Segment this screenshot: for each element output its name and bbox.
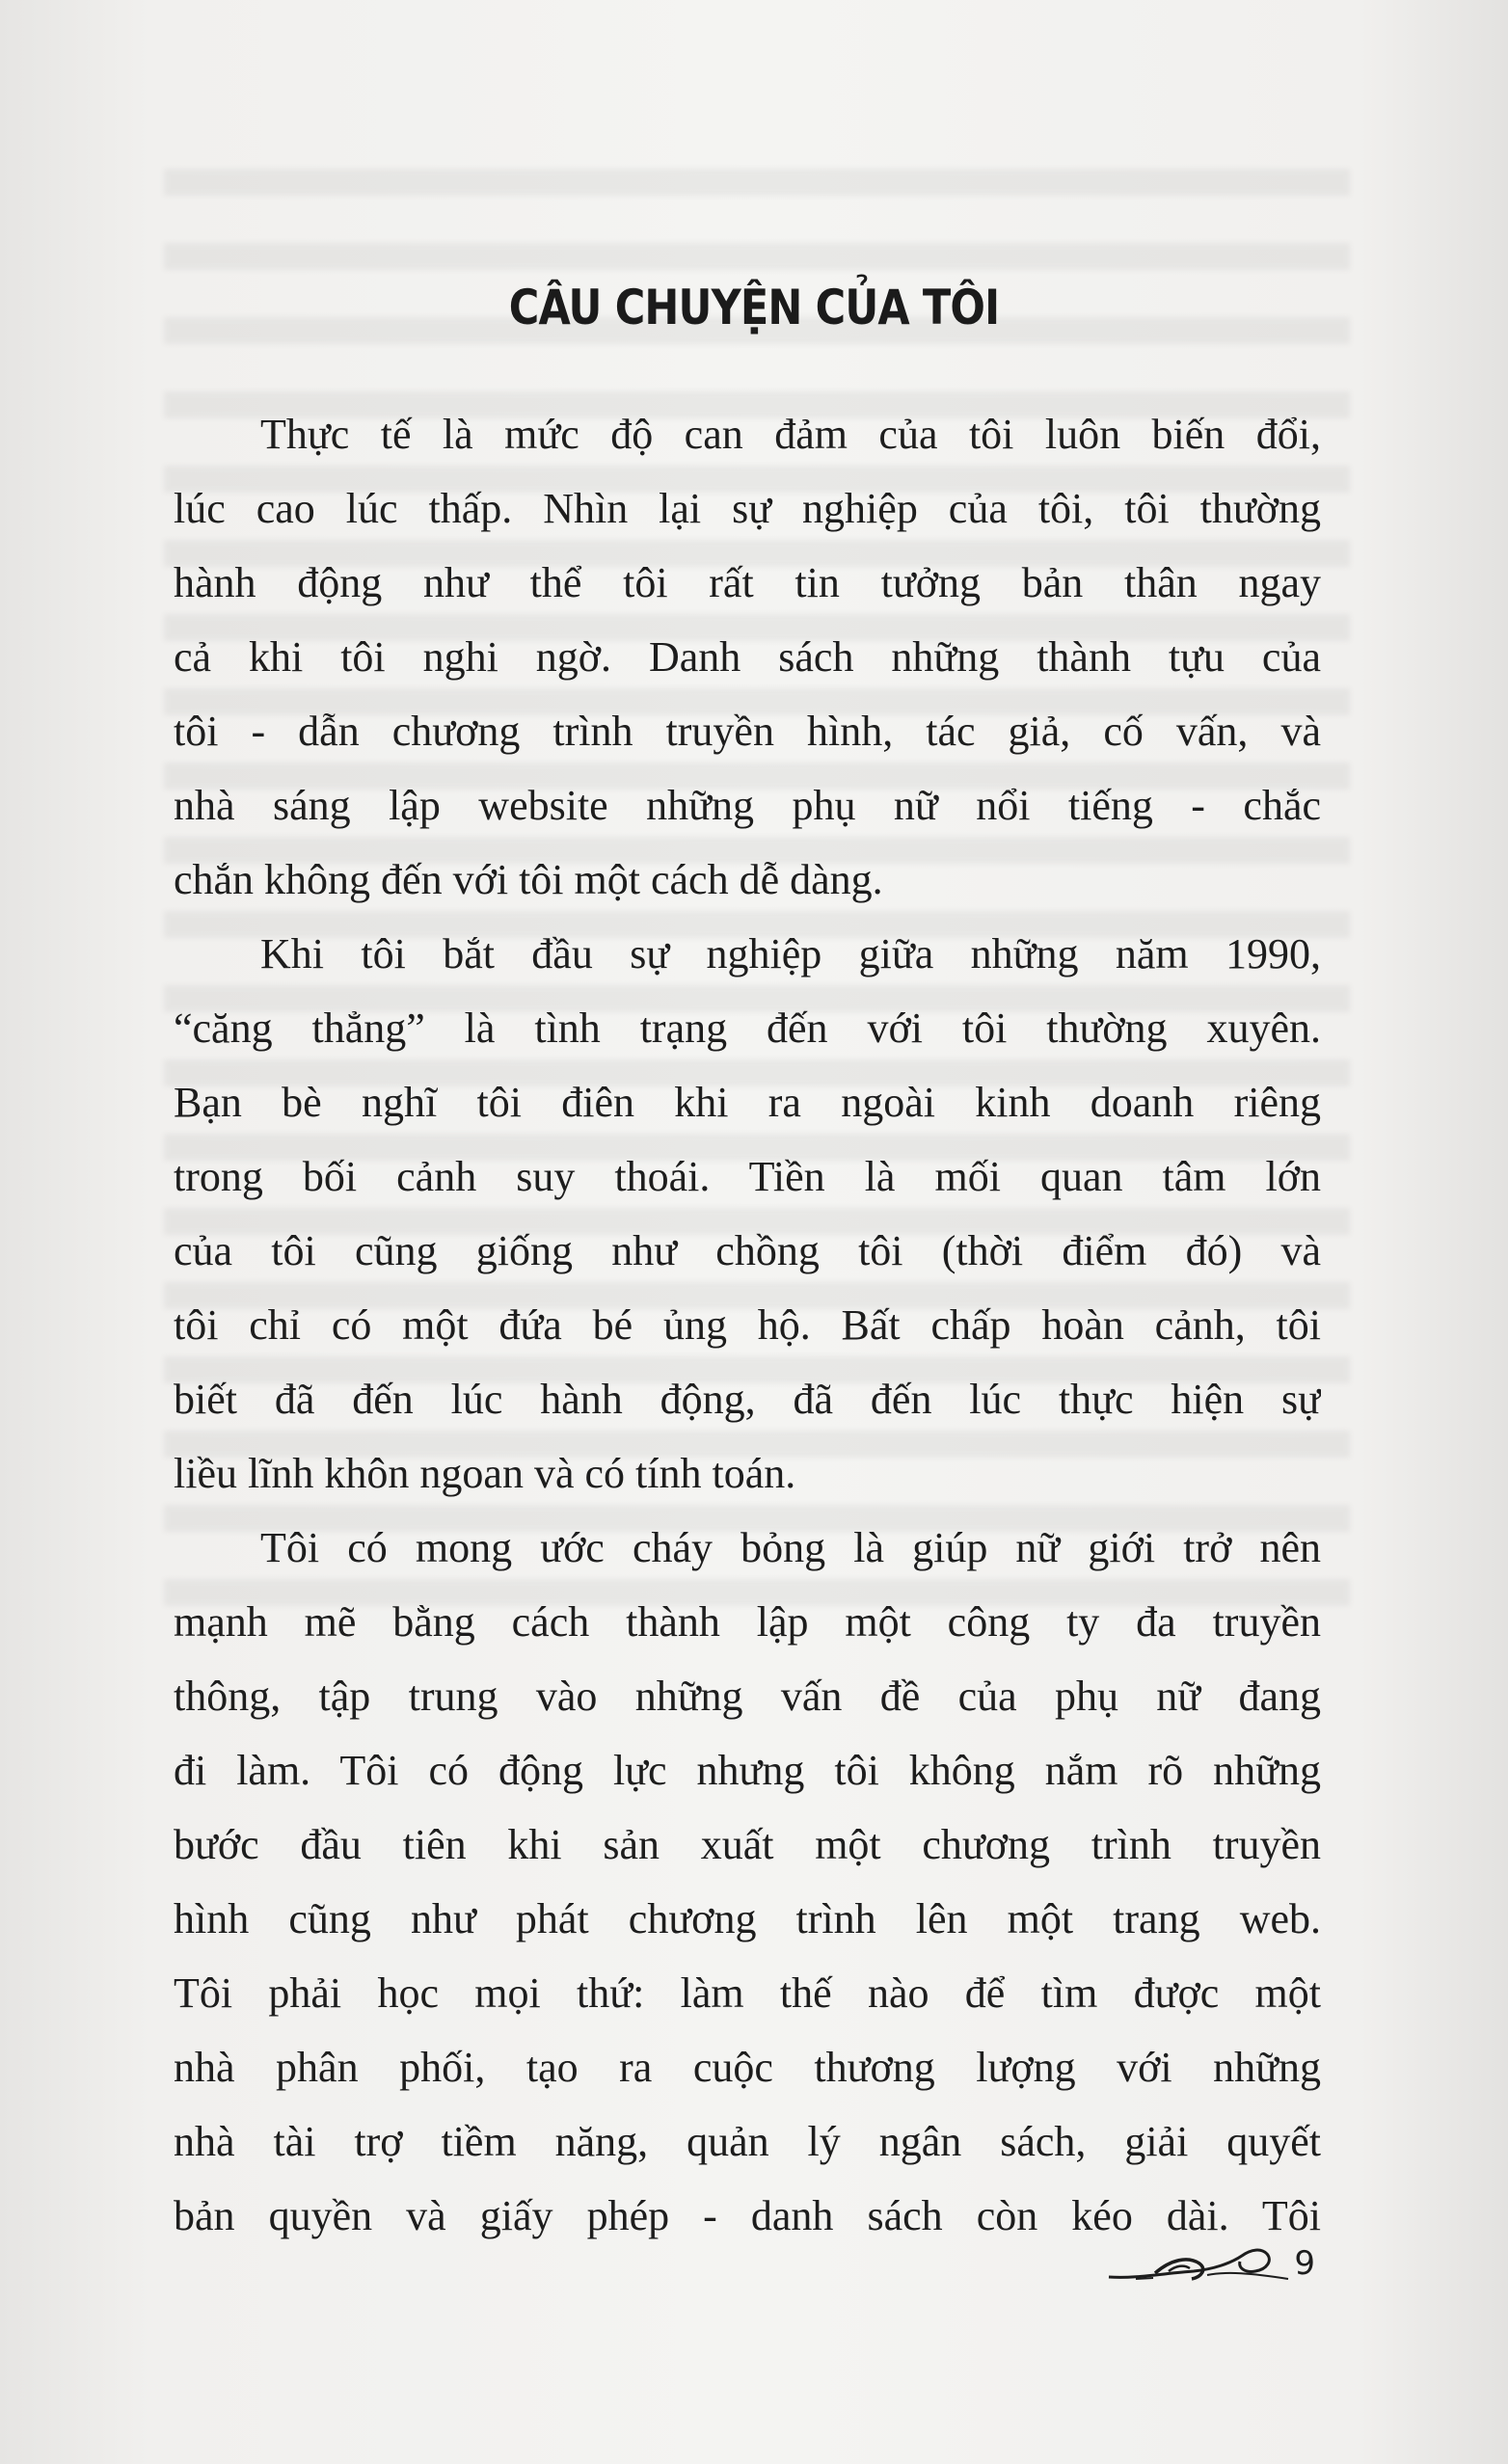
chapter-heading: CÂU CHUYỆN CỦA TÔI: [508, 280, 1000, 335]
text-line: nhà sáng lập website những phụ nữ nổi tiếng - chắc: [174, 782, 1321, 829]
text-line: thông, tập trung vào những vấn đề của phụ nữ đang: [174, 1673, 1321, 1720]
paragraph: [174, 397, 1321, 917]
text-line: hình cũng như phát chương trình lên một trang web.: [174, 1895, 1321, 1942]
text-line: bước đầu tiên khi sản xuất một chương trình truyền: [174, 1821, 1321, 1868]
text-line: Bạn bè nghĩ tôi điên khi ra ngoài kinh doanh riêng: [174, 1079, 1321, 1126]
text-line: tôi - dẫn chương trình truyền hình, tác giả, cố vấn, và: [174, 708, 1321, 755]
text-line: của tôi cũng giống như chồng tôi (thời điểm đó) và: [174, 1227, 1321, 1274]
body-text: [174, 397, 1321, 2253]
text-line: chắn không đến với tôi một cách dễ dàng.: [174, 856, 883, 903]
page-number: 9: [1294, 2244, 1315, 2283]
text-line: bản quyền và giấy phép - danh sách còn kéo dài. Tôi: [174, 2192, 1321, 2239]
text-line: “căng thẳng” là tình trạng đến với tôi thường xuyên.: [174, 1004, 1321, 1052]
text-line: đi làm. Tôi có động lực nhưng tôi không nắm rõ những: [174, 1747, 1321, 1794]
flourish-ornament-icon: [1107, 2235, 1290, 2292]
text-line: cả khi tôi nghi ngờ. Danh sách những thành tựu của: [174, 633, 1321, 681]
paragraph: [174, 917, 1321, 1511]
text-line: Khi tôi bắt đầu sự nghiệp giữa những năm 1990,: [260, 930, 1321, 978]
page-footer: [1107, 2235, 1315, 2292]
text-line: mạnh mẽ bằng cách thành lập một công ty đa truyền: [174, 1598, 1321, 1646]
text-line: Tôi phải học mọi thứ: làm thế nào để tìm được một: [174, 1969, 1321, 2017]
text-line: tôi chỉ có một đứa bé ủng hộ. Bất chấp hoàn cảnh, tôi: [174, 1301, 1321, 1349]
text-line: nhà phân phối, tạo ra cuộc thương lượng với những: [174, 2044, 1321, 2091]
text-line: trong bối cảnh suy thoái. Tiền là mối quan tâm lớn: [174, 1153, 1321, 1200]
text-line: biết đã đến lúc hành động, đã đến lúc thực hiện sự: [174, 1376, 1321, 1423]
text-line: Tôi có mong ước cháy bỏng là giúp nữ giới trở nên: [260, 1524, 1321, 1571]
text-line: nhà tài trợ tiềm năng, quản lý ngân sách, giải quyết: [174, 2118, 1321, 2165]
text-line: liều lĩnh khôn ngoan và có tính toán.: [174, 1450, 796, 1497]
text-line: lúc cao lúc thấp. Nhìn lại sự nghiệp của tôi, tôi thường: [174, 485, 1321, 532]
paragraph: [174, 1511, 1321, 2253]
text-line: hành động như thể tôi rất tin tưởng bản thân ngay: [174, 559, 1321, 606]
text-line: Thực tế là mức độ can đảm của tôi luôn biến đổi,: [260, 411, 1321, 458]
